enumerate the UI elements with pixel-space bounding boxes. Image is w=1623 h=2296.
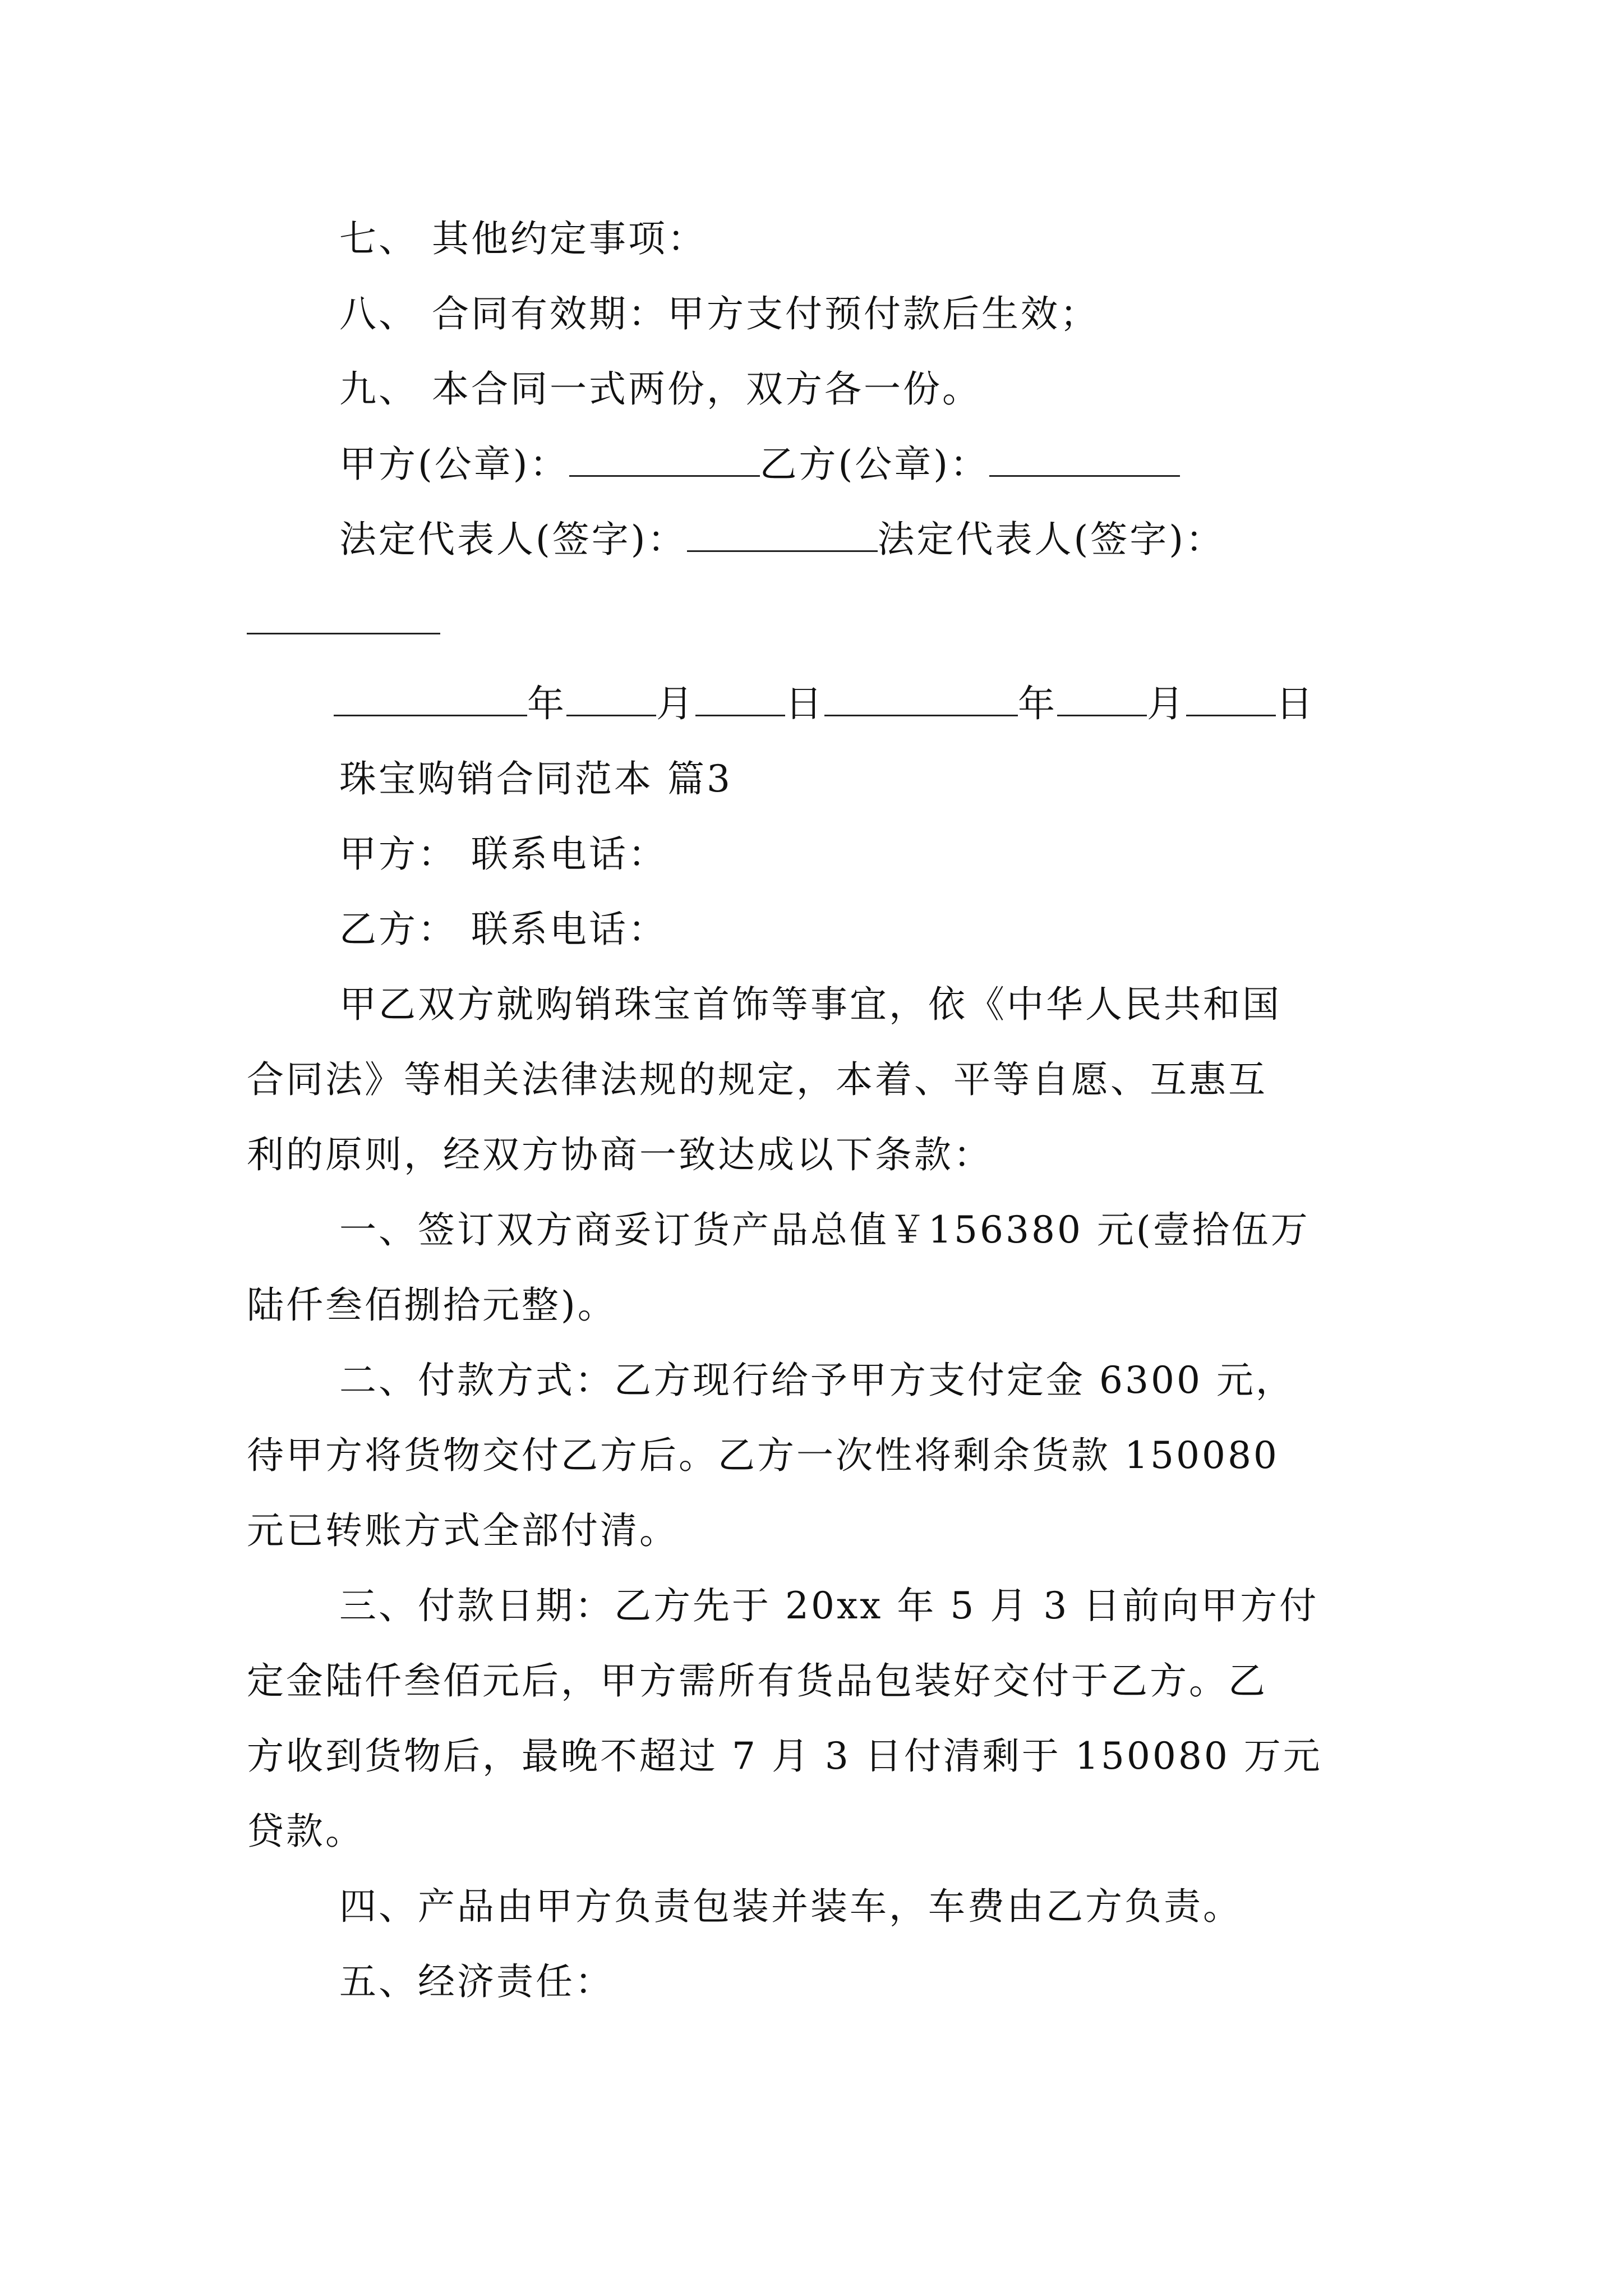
date-b-month-blank bbox=[1057, 681, 1147, 716]
item-nine: 九、 本合同一式两份，双方各一份。 bbox=[339, 367, 981, 411]
legal-rep-b-blank bbox=[247, 633, 440, 634]
date-b-day-label: 日 bbox=[1276, 682, 1315, 725]
date-b-year-label: 年 bbox=[1018, 682, 1057, 725]
legal-rep-a-label: 法定代表人(签字)： bbox=[339, 518, 687, 561]
party-b-contact: 乙方： 联系电话： bbox=[339, 908, 667, 951]
clause2-line-3: 元已转账方式全部付清。 bbox=[247, 1509, 679, 1552]
date-line bbox=[334, 676, 1315, 732]
date-a-day-blank bbox=[695, 681, 785, 716]
party-b-seal-label: 乙方(公章)： bbox=[759, 443, 989, 486]
legal-rep-line bbox=[339, 512, 1225, 568]
section-title: 珠宝购销合同范本 篇3 bbox=[339, 757, 732, 800]
item-seven: 七、 其他约定事项： bbox=[339, 217, 707, 260]
clause5: 五、经济责任： bbox=[339, 1960, 614, 2003]
date-a-year-blank bbox=[334, 681, 527, 716]
date-b-year-blank bbox=[824, 681, 1018, 716]
clause3-line-1: 三、付款日期：乙方先于 20xx 年 5 月 3 日前向甲方付 bbox=[339, 1584, 1319, 1627]
date-b-day-blank bbox=[1186, 681, 1276, 716]
party-a-seal-blank bbox=[569, 441, 760, 477]
intro-line-1: 甲乙双方就购销珠宝首饰等事宜，依《中华人民共和国 bbox=[339, 983, 1281, 1026]
clause2-line-2: 待甲方将货物交付乙方后。乙方一次性将剩余货款 150080 bbox=[247, 1434, 1279, 1477]
legal-rep-a-blank bbox=[687, 517, 878, 552]
intro-line-2: 合同法》等相关法律法规的规定，本着、平等自愿、互惠互 bbox=[247, 1058, 1267, 1101]
clause1-line-2: 陆仟叁佰捌拾元整)。 bbox=[247, 1283, 617, 1327]
date-a-day-label: 日 bbox=[785, 682, 824, 725]
legal-rep-b-label: 法定代表人(签字)： bbox=[877, 518, 1225, 561]
clause3-line-3: 方收到货物后，最晚不超过 7 月 3 日付清剩于 150080 万元 bbox=[247, 1734, 1322, 1778]
item-eight: 八、 合同有效期：甲方支付预付款后生效； bbox=[339, 292, 1099, 335]
clause3-line-4: 贷款。 bbox=[247, 1810, 365, 1853]
intro-line-3: 利的原则，经双方协商一致达成以下条款： bbox=[247, 1133, 993, 1176]
date-b-month-label: 月 bbox=[1147, 682, 1186, 725]
party-a-contact: 甲方： 联系电话： bbox=[339, 832, 667, 876]
date-a-month-blank bbox=[566, 681, 656, 716]
date-a-month-label: 月 bbox=[656, 682, 695, 725]
clause2-line-1: 二、付款方式：乙方现行给予甲方支付定金 6300 元， bbox=[339, 1359, 1295, 1402]
date-a-year-label: 年 bbox=[527, 682, 566, 725]
party-a-seal-label: 甲方(公章)： bbox=[339, 443, 569, 486]
seal-line bbox=[339, 436, 1180, 493]
clause3-line-2: 定金陆仟叁佰元后，甲方需所有货品包装好交付于乙方。乙 bbox=[247, 1659, 1267, 1703]
clause4: 四、产品由甲方负责包装并装车，车费由乙方负责。 bbox=[339, 1885, 1242, 1928]
party-b-seal-blank bbox=[989, 441, 1180, 477]
clause1-line-1: 一、签订双方商妥订货产品总值￥156380 元(壹拾伍万 bbox=[339, 1208, 1310, 1251]
